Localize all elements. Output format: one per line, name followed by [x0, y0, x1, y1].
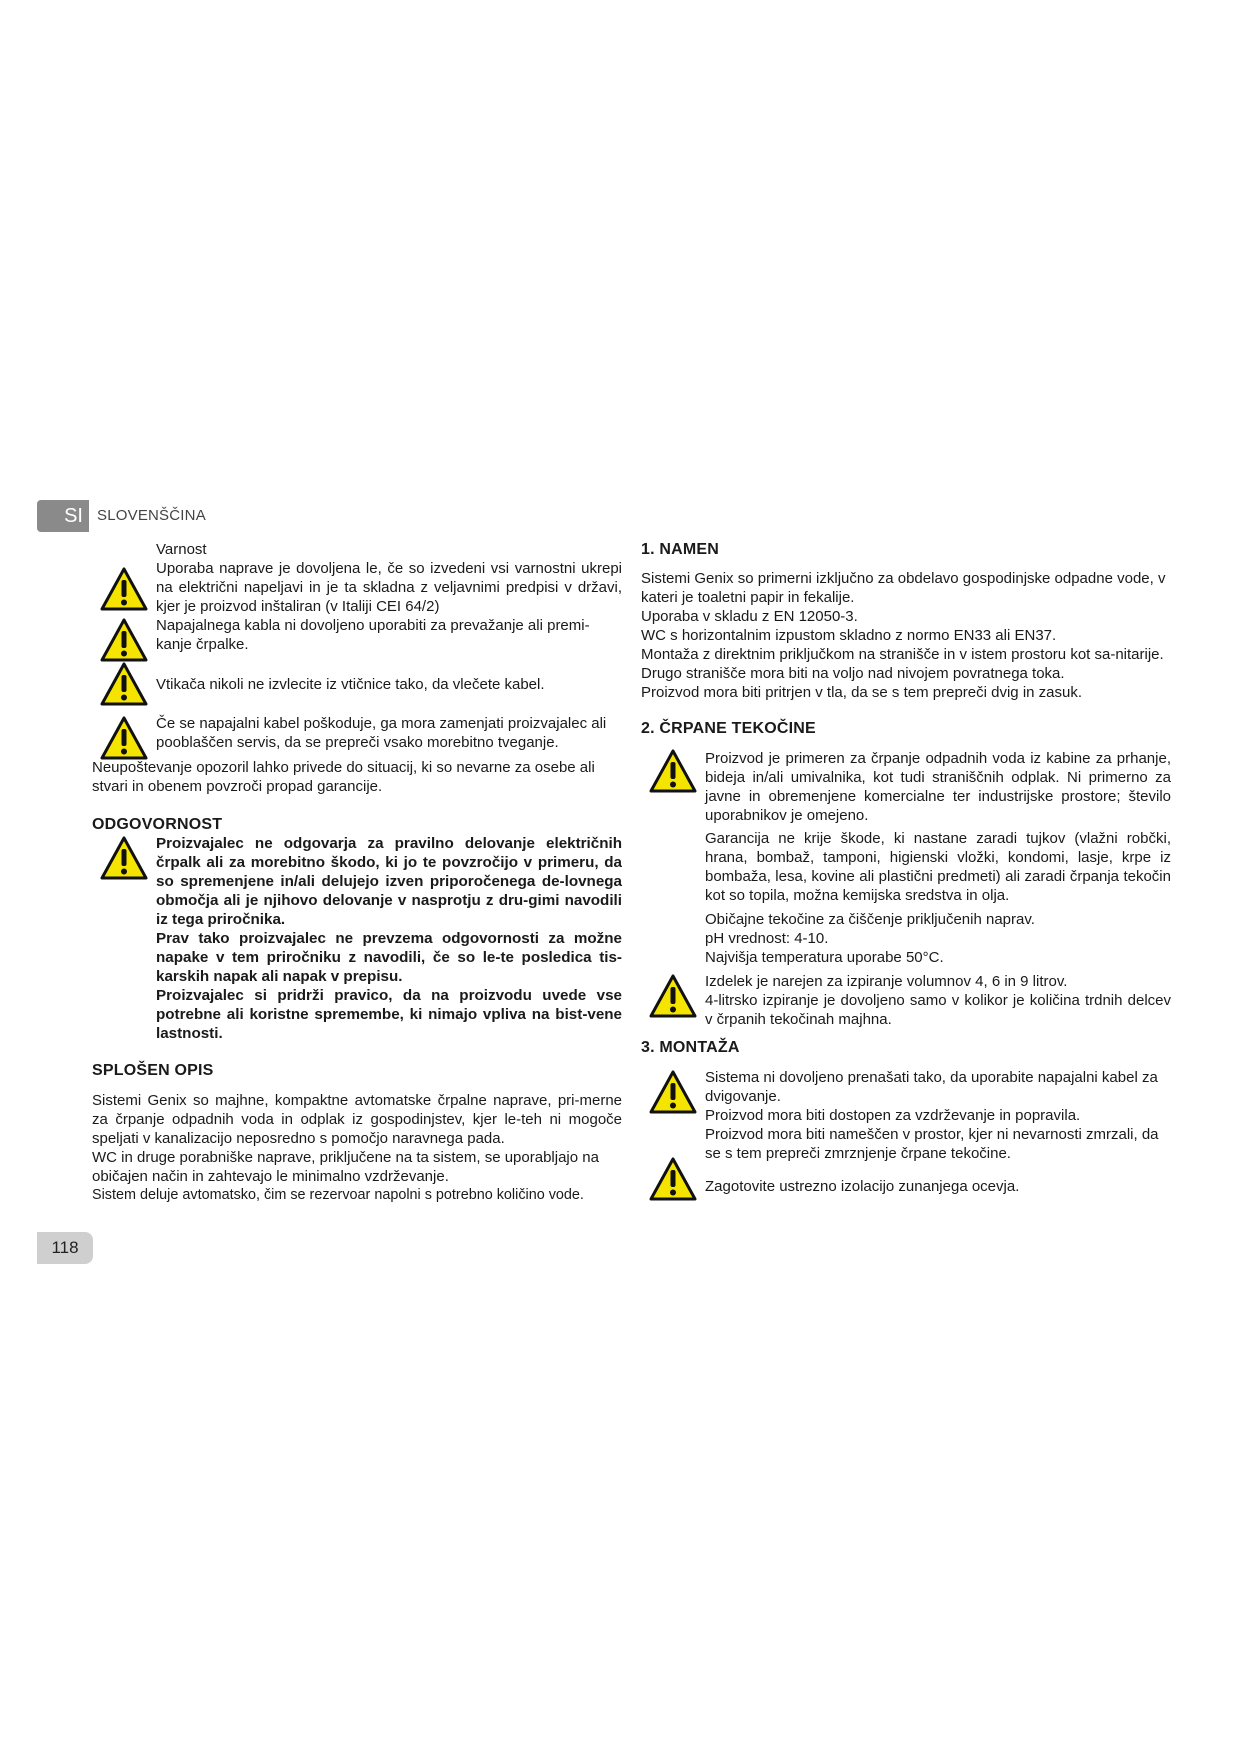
liquids-text-2: Garancija ne krije škode, ki nastane zaradi tujkov (vlažni robčki, hrana, bombaž, tamponi, higienski vložki, kondomi, lasje, krpe iz bombaža, lesa, kovine ali plastični predmeti) ali zaradi črpanja tekočin kot so topila, možna kemijska sredstva in olja.	[705, 830, 1171, 904]
liquids-text-4: pH vrednost: 4-10.	[705, 930, 829, 947]
liquids-text-3: Običajne tekočine za čiščenje priključenih naprav.	[705, 911, 1035, 928]
purpose-heading: 1. NAMEN	[641, 541, 720, 558]
responsibility-warning	[92, 834, 622, 1043]
liquids-warning-2	[641, 972, 1171, 1029]
responsibility-text-2: Prav tako proizvajalec ne prevzema odgovornosti za možne napake v tem priročniku z navodili, če so le-te posledica tis-karskih napak ali napak v prepisu.	[156, 930, 622, 985]
safety-title: Varnost	[156, 541, 207, 558]
assembly-text-4: Zagotovite ustrezno izolacijo zunanjega ocevja.	[705, 1178, 1020, 1195]
purpose-text-3: WC s horizontalnim izpustom skladno z normo EN33 ali EN37.	[641, 627, 1057, 644]
safety-warning-2	[92, 616, 622, 660]
assembly-warning-1	[641, 1068, 1171, 1163]
liquids-text-5: Najvišja temperatura uporabe 50°C.	[705, 949, 944, 966]
assembly-warning-2	[641, 1157, 1171, 1201]
purpose-text-5: Drugo stranišče mora biti na voljo nad nivojem povratnega toka.	[641, 665, 1065, 682]
purpose-section	[641, 569, 1171, 702]
safety-warning-1	[92, 559, 622, 616]
purpose-text-4: Montaža z direktnim priključkom na stranišče in v istem prostoru kot sa-nitarije.	[641, 646, 1164, 663]
warning-triangle-icon	[100, 662, 148, 706]
safety-text-5: Neupoštevanje opozoril lahko privede do situacij, ki so nevarne za osebe ali stvari in obenem povzroči propad garancije.	[92, 759, 595, 795]
responsibility-text-1: Proizvajalec ne odgovarja za pravilno delovanje električnih črpalk ali za morebitno škodo, ki jo te povzročijo v primeru, da so spremenjene in/ali delujejo izven priporočenega de-lovnega območja ali je njihovo delovanje v nasprotju z dru-gimi navodili iz tega priročnika.	[156, 835, 622, 928]
purpose-text-1: Sistemi Genix so primerni izključno za obdelavo gospodinjske odpadne vode, v kateri je toaletni papir in fekalije.	[641, 570, 1166, 606]
safety-text-3: Vtikača nikoli ne izvlecite iz vtičnice tako, da vlečete kabel.	[156, 676, 545, 693]
general-text-1: Sistemi Genix so majhne, kompaktne avtomatske črpalne naprave, pri-merne za črpanje odpadnih voda in odplak iz gospodinjstev, kjer le-teh ni mogoče speljati v kanalizacijo neposredno s pomočjo naravnega pada.	[92, 1092, 622, 1147]
warning-triangle-icon	[100, 836, 148, 880]
responsibility-text-3: Proizvajalec si pridrži pravico, da na proizvodu uvede vse potrebne ali koristne spremembe, ki nimajo vpliva na bist-vene lastnosti.	[156, 987, 622, 1042]
assembly-text-3: Proizvod mora biti nameščen v prostor, kjer ni nevarnosti zmrzali, da se s tem prepreči zmrznjenje črpane tekočine.	[705, 1126, 1159, 1162]
language-code: SI	[64, 504, 83, 527]
assembly-text-1: Sistema ni dovoljeno prenašati tako, da uporabite napajalni kabel za dvigovanje.	[705, 1069, 1158, 1105]
left-column	[92, 540, 622, 1205]
assembly-heading: 3. MONTAŽA	[641, 1039, 740, 1056]
safety-warning-4	[92, 714, 622, 758]
general-text-3: Sistem deluje avtomatsko, čim se rezervoar napolni s potrebno količino vode.	[92, 1187, 584, 1203]
general-text-2: WC in druge porabniške naprave, priključene na ta sistem, se uporabljajo na običajen način in zahtevajo le minimalno vzdrževanje.	[92, 1149, 599, 1185]
language-name: SLOVENŠČINA	[97, 507, 206, 524]
safety-warning-3	[92, 668, 622, 712]
purpose-text-6: Proizvod mora biti pritrjen v tla, da se s tem prepreči dvig in zasuk.	[641, 684, 1083, 701]
safety-text-4: Če se napajalni kabel poškoduje, ga mora zamenjati proizvajalec ali pooblaščen servis, da se prepreči vsako morebitno tveganje.	[156, 715, 607, 751]
liquids-heading: 2. ČRPANE TEKOČINE	[641, 720, 816, 737]
liquids-warning-1	[641, 749, 1171, 967]
warning-triangle-icon	[100, 618, 148, 662]
purpose-text-2: Uporaba v skladu z EN 12050-3.	[641, 608, 858, 625]
assembly-text-2: Proizvod mora biti dostopen za vzdrževanje in popravila.	[705, 1107, 1081, 1124]
warning-triangle-icon	[100, 716, 148, 760]
warning-triangle-icon	[649, 1157, 697, 1201]
right-column	[641, 540, 1171, 1201]
liquids-text-7: 4-litrsko izpiranje je dovoljeno samo v kolikor je količina trdnih delcev v črpanih tekočinah majhna.	[705, 992, 1171, 1028]
safety-text-1: Uporaba naprave je dovoljena le, če so izvedeni vsi varnostni ukrepi na električni napeljavi in je ta skladna z veljavnimi predpisi v državi, kjer je proizvod inštaliran (v Italiji CEI 64/2)	[156, 560, 622, 615]
general-heading: SPLOŠEN OPIS	[92, 1062, 214, 1079]
warning-triangle-icon	[649, 974, 697, 1018]
language-code-tab	[37, 500, 89, 532]
page-number: 118	[37, 1232, 93, 1264]
responsibility-heading: ODGOVORNOST	[92, 816, 223, 833]
warning-triangle-icon	[100, 567, 148, 611]
warning-triangle-icon	[649, 749, 697, 793]
liquids-text-1: Proizvod je primeren za črpanje odpadnih voda iz kabine za prhanje, bideja in/ali umivalnika, kot tudi straniščnih odplak. Ni primerno za javne in obremenjene komercialne ter industrijske prostore; število uporabnikov je omejeno.	[705, 750, 1171, 824]
warning-triangle-icon	[649, 1070, 697, 1114]
liquids-text-6: Izdelek je narejen za izpiranje volumnov 4, 6 in 9 litrov.	[705, 973, 1068, 990]
safety-text-2: Napajalnega kabla ni dovoljeno uporabiti za prevažanje ali premi-kanje črpalke.	[156, 617, 590, 653]
